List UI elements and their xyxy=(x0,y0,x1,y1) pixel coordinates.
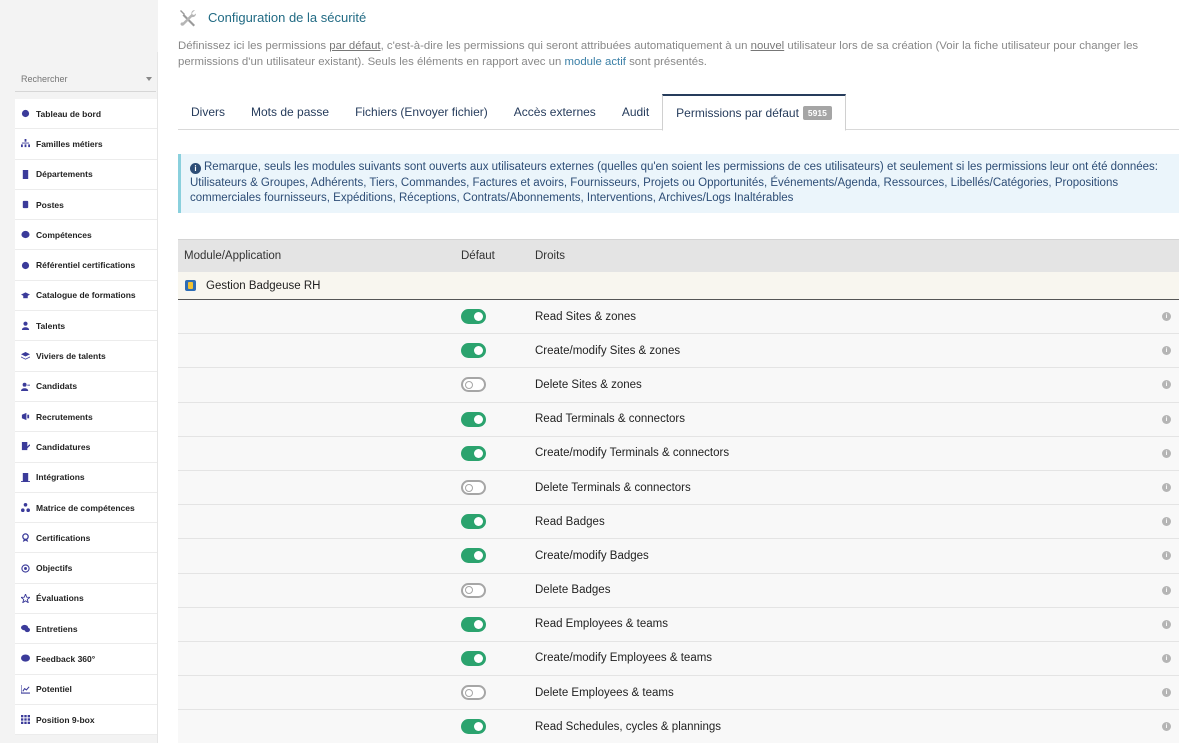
building-icon xyxy=(21,170,30,179)
toggle-on-switch[interactable] xyxy=(461,446,486,461)
sidebar-item-label: Potentiel xyxy=(36,684,72,695)
tab-label: Audit xyxy=(621,105,650,119)
tab-label: Divers xyxy=(191,105,226,119)
toggle-on-switch[interactable] xyxy=(461,412,486,427)
toggle-on-switch[interactable] xyxy=(461,651,486,666)
tab-audit[interactable] xyxy=(609,94,662,130)
toggle-knob xyxy=(474,620,483,629)
module-row xyxy=(178,272,1179,300)
sidebar-item-talents[interactable] xyxy=(15,311,157,341)
file-signature-icon xyxy=(21,442,30,451)
star-icon xyxy=(21,594,30,603)
dashboard-icon xyxy=(21,109,30,118)
sidebar-item-label: Intégrations xyxy=(36,472,85,483)
info-icon[interactable]: i xyxy=(1162,346,1171,355)
default-cell xyxy=(461,583,535,598)
description-text: sont présentés. xyxy=(625,55,707,68)
sidebar-item-evaluations[interactable] xyxy=(15,584,157,614)
network-icon xyxy=(21,503,30,512)
default-cell xyxy=(461,309,535,324)
main-content xyxy=(158,0,1200,743)
toggle-on-switch[interactable] xyxy=(461,548,486,563)
toggle-knob xyxy=(474,312,483,321)
sidebar-item-label: Matrice de compétences xyxy=(36,502,135,513)
tab-divers[interactable] xyxy=(178,94,238,130)
toggle-knob xyxy=(465,381,473,389)
external-users-note xyxy=(178,154,1179,213)
sidebar-item-integrations[interactable] xyxy=(15,463,157,493)
toggle-on-switch[interactable] xyxy=(461,719,486,734)
sidebar-item-viviers-de-talents[interactable] xyxy=(15,341,157,371)
tab-label: Accès externes xyxy=(513,105,596,119)
table-row xyxy=(178,403,1179,437)
sidebar-item-label: Certifications xyxy=(36,532,91,543)
description-text: utilisateur lors de sa création (Voir la fiche utilisateur pour changer les permissions d'un utilisateur existant). Seuls les éléments en rapport avec un xyxy=(178,40,1139,68)
note-text: Remarque, seuls les modules suivants sont ouverts aux utilisateurs externes (quelles qu'en soient les permissions de ces utilisateurs) et seulement si les permissions leur ont été données: Utilisateurs & Groupes, Adhérents, Tiers, Commandes, Factures et avoirs, Fournisseurs, Projets ou Opportunités, Événements/Agenda, Ressources, Libellés/Catégories, Propositions commerciales fournisseurs, Expéditions, Réceptions, Contrats/Abonnements, Interventions, Archives/Logs Inaltérables xyxy=(190,161,1158,204)
info-icon[interactable]: i xyxy=(1162,620,1171,629)
default-cell xyxy=(461,514,535,529)
brain-icon xyxy=(21,230,30,239)
certificate-icon xyxy=(21,261,30,270)
tab-acces-externes[interactable] xyxy=(501,94,609,130)
info-icon[interactable]: i xyxy=(1162,551,1171,560)
sidebar-item-label: Talents xyxy=(36,320,66,331)
info-icon[interactable]: i xyxy=(1162,380,1171,389)
info-icon[interactable]: i xyxy=(1162,415,1171,424)
toggle-on-switch[interactable] xyxy=(461,617,486,632)
table-row xyxy=(178,574,1179,608)
sidebar-item-label: Tableau de bord xyxy=(36,108,102,119)
page-description xyxy=(178,39,1183,70)
sidebar-item-label: Objectifs xyxy=(36,563,73,574)
toggle-knob xyxy=(474,449,483,458)
settings-tabs xyxy=(178,94,1179,130)
permission-label: Delete Employees & teams xyxy=(535,686,674,699)
column-header-rights: Droits xyxy=(535,250,566,262)
sidebar-item-label: Référentiel certifications xyxy=(36,260,136,271)
sidebar-item-recrutements[interactable] xyxy=(15,402,157,432)
sidebar-item-label: Familles métiers xyxy=(36,138,103,149)
toggle-knob xyxy=(465,484,473,492)
sidebar-item-label: Évaluations xyxy=(36,593,84,604)
info-icon[interactable]: i xyxy=(1162,654,1171,663)
sidebar-item-potentiel[interactable] xyxy=(15,675,157,705)
default-cell xyxy=(461,412,535,427)
tab-label: Permissions par défaut xyxy=(676,106,799,120)
sidebar xyxy=(0,0,158,743)
table-row xyxy=(178,505,1179,539)
column-header-default: Défaut xyxy=(461,250,495,262)
info-icon[interactable]: i xyxy=(1162,312,1171,321)
default-cell xyxy=(461,377,535,392)
sidebar-menu xyxy=(15,99,157,735)
megaphone-icon xyxy=(21,412,30,421)
sidebar-item-candidats[interactable] xyxy=(15,372,157,402)
description-emphasis: par défaut xyxy=(329,40,381,52)
toggle-on-switch[interactable] xyxy=(461,514,486,529)
toggle-knob xyxy=(474,415,483,424)
sidebar-item-label: Entretiens xyxy=(36,623,78,634)
sidebar-item-candidatures[interactable] xyxy=(15,432,157,462)
toggle-knob xyxy=(465,689,473,697)
door-icon xyxy=(21,473,30,482)
toggle-off-switch[interactable] xyxy=(461,685,486,700)
description-emphasis: nouvel xyxy=(750,40,785,52)
sidebar-search[interactable] xyxy=(15,68,156,92)
info-icon[interactable]: i xyxy=(1162,449,1171,458)
default-cell xyxy=(461,617,535,632)
tab-mots-de-passe[interactable] xyxy=(238,94,342,130)
tab-permissions-par-defaut[interactable] xyxy=(662,94,846,131)
tab-label: Mots de passe xyxy=(251,105,330,119)
toggle-on-switch[interactable] xyxy=(461,343,486,358)
sidebar-item-label: Compétences xyxy=(36,229,92,240)
sidebar-item-familles-metiers[interactable] xyxy=(15,129,157,159)
permission-rows xyxy=(178,300,1179,743)
toggle-off-switch[interactable] xyxy=(461,377,486,392)
page-title: Configuration de la sécurité xyxy=(208,10,367,25)
table-row xyxy=(178,334,1179,368)
sidebar-item-certifications[interactable] xyxy=(15,523,157,553)
sidebar-item-catalogue-de-formations[interactable] xyxy=(15,281,157,311)
graduation-cap-icon xyxy=(21,291,30,300)
table-row xyxy=(178,300,1179,334)
grid-icon xyxy=(21,715,30,724)
toggle-knob xyxy=(474,654,483,663)
count-badge: 5915 xyxy=(803,106,832,120)
tools-icon xyxy=(178,8,198,28)
info-icon[interactable]: i xyxy=(1162,586,1171,595)
tab-fichiers-envoyer-fichier[interactable] xyxy=(342,94,501,130)
toggle-knob xyxy=(474,517,483,526)
module-name: Gestion Badgeuse RH xyxy=(206,279,321,292)
info-icon[interactable]: i xyxy=(1162,688,1171,697)
default-cell xyxy=(461,343,535,358)
sidebar-item-referentiel-certifications[interactable] xyxy=(15,250,157,280)
info-icon: i xyxy=(190,163,201,174)
sidebar-item-label: Viviers de talents xyxy=(36,351,106,362)
permissions-table xyxy=(178,239,1179,743)
chart-line-icon xyxy=(21,685,30,694)
sidebar-item-label: Candidats xyxy=(36,381,78,392)
default-cell xyxy=(461,651,535,666)
user-plus-icon xyxy=(21,382,30,391)
permission-label: Read Badges xyxy=(535,515,605,528)
table-row xyxy=(178,437,1179,471)
permission-label: Create/modify Badges xyxy=(535,549,649,562)
toggle-knob xyxy=(474,722,483,731)
permission-label: Delete Badges xyxy=(535,584,611,597)
toggle-on-switch[interactable] xyxy=(461,309,486,324)
default-cell xyxy=(461,719,535,734)
sidebar-top-area xyxy=(0,0,158,52)
sidebar-item-label: Position 9-box xyxy=(36,714,95,725)
tab-label: Fichiers (Envoyer fichier) xyxy=(355,105,488,119)
hierarchy-icon xyxy=(21,139,30,148)
sidebar-item-departements[interactable] xyxy=(15,160,157,190)
permission-label: Read Terminals & connectors xyxy=(535,413,685,426)
table-header xyxy=(178,239,1179,272)
default-cell xyxy=(461,480,535,495)
permission-label: Read Sites & zones xyxy=(535,310,637,323)
permission-label: Delete Terminals & connectors xyxy=(535,481,691,494)
sidebar-item-label: Feedback 360° xyxy=(36,653,96,664)
search-input[interactable] xyxy=(15,68,140,90)
sidebar-item-tableau-de-bord[interactable] xyxy=(15,99,157,129)
permission-label: Read Schedules, cycles & plannings xyxy=(535,720,722,733)
permission-label: Delete Sites & zones xyxy=(535,378,642,391)
default-cell xyxy=(461,685,535,700)
sidebar-item-label: Postes xyxy=(36,199,64,210)
description-text: , c'est-à-dire les permissions qui seront attribuées automatiquement à un xyxy=(380,40,751,52)
user-icon xyxy=(21,321,30,330)
permission-label: Create/modify Terminals & connectors xyxy=(535,447,730,460)
sidebar-item-matrice-de-competences[interactable] xyxy=(15,493,157,523)
table-row xyxy=(178,608,1179,642)
table-row xyxy=(178,368,1179,402)
toggle-knob xyxy=(474,551,483,560)
badge-reader-icon xyxy=(185,280,196,291)
sidebar-item-position-9-box[interactable] xyxy=(15,705,157,735)
info-icon[interactable]: i xyxy=(1162,517,1171,526)
sidebar-item-feedback-360[interactable] xyxy=(15,644,157,674)
table-row xyxy=(178,471,1179,505)
toggle-knob xyxy=(465,586,473,594)
description-text: Définissez ici les permissions xyxy=(178,40,330,52)
permission-label: Create/modify Sites & zones xyxy=(535,344,681,357)
target-icon xyxy=(21,564,30,573)
column-header-module: Module/Application xyxy=(184,250,282,262)
sidebar-item-label: Catalogue de formations xyxy=(36,290,136,301)
default-cell xyxy=(461,446,535,461)
table-row xyxy=(178,710,1179,743)
table-row xyxy=(178,676,1179,710)
comment-dots-icon xyxy=(21,654,30,663)
module-actif-link[interactable]: module actif xyxy=(564,55,626,68)
layers-icon xyxy=(21,352,30,361)
table-row xyxy=(178,642,1179,676)
sidebar-item-entretiens[interactable] xyxy=(15,614,157,644)
sidebar-item-label: Candidatures xyxy=(36,441,91,452)
permission-label: Read Employees & teams xyxy=(535,618,668,631)
comments-icon xyxy=(21,624,30,633)
sidebar-item-postes[interactable] xyxy=(15,190,157,220)
toggle-off-switch[interactable] xyxy=(461,480,486,495)
sidebar-item-competences[interactable] xyxy=(15,220,157,250)
sidebar-item-label: Recrutements xyxy=(36,411,93,422)
default-cell xyxy=(461,548,535,563)
toggle-off-switch[interactable] xyxy=(461,583,486,598)
permission-label: Create/modify Employees & teams xyxy=(535,652,713,665)
badge-icon xyxy=(21,200,30,209)
info-icon[interactable]: i xyxy=(1162,722,1171,731)
table-row xyxy=(178,539,1179,573)
toggle-knob xyxy=(474,346,483,355)
sidebar-item-objectifs[interactable] xyxy=(15,553,157,583)
sidebar-item-label: Départements xyxy=(36,169,93,180)
award-icon xyxy=(21,533,30,542)
chevron-down-icon[interactable] xyxy=(146,77,152,81)
info-icon[interactable]: i xyxy=(1162,483,1171,492)
